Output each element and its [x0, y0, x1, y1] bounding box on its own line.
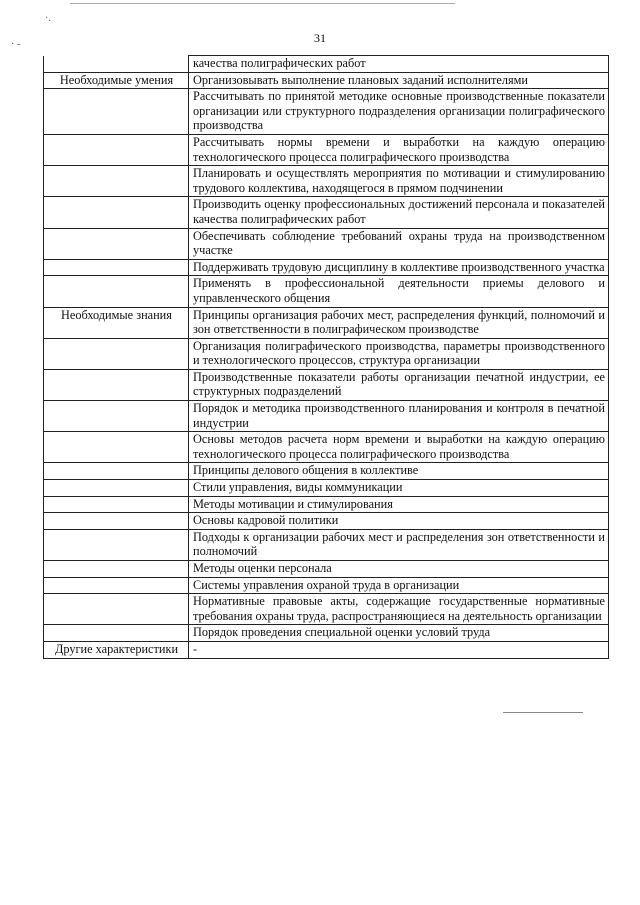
item-cell: Системы управления охраной труда в организации [189, 577, 609, 594]
item-cell: Порядок и методика производственного планирования и контроля в печатной индустрии [189, 401, 609, 432]
table-row [44, 480, 609, 497]
margin-mark [503, 712, 583, 713]
item-cell: Рассчитывать по принятой методике основные производственные показатели организации или структурного подразделения организации полиграфического производства [189, 89, 609, 135]
category-cell [44, 577, 189, 594]
item-cell: Поддерживать трудовую дисциплину в коллективе производственного участка [189, 259, 609, 276]
table-row [44, 513, 609, 530]
table-row [44, 197, 609, 228]
item-cell: Методы оценки персонала [189, 561, 609, 578]
category-cell [44, 338, 189, 369]
table-row [44, 561, 609, 578]
qualification-table [43, 55, 609, 659]
table-row [44, 594, 609, 625]
item-cell: Стили управления, виды коммуникации [189, 480, 609, 497]
item-cell: Принципы делового общения в коллективе [189, 463, 609, 480]
category-cell [44, 463, 189, 480]
item-cell: Производить оценку профессиональных достижений персонала и показателей качества полиграфических работ [189, 197, 609, 228]
table-row [44, 228, 609, 259]
item-cell: Организовывать выполнение плановых заданий исполнителями [189, 72, 609, 89]
item-cell: Организация полиграфического производства, параметры производственного и технологического процессов, структура организации [189, 338, 609, 369]
table-row [44, 89, 609, 135]
table-row [44, 56, 609, 73]
category-cell: Другие характеристики [44, 641, 189, 658]
table-row [44, 529, 609, 560]
table-row [44, 307, 609, 338]
item-cell: Основы кадровой политики [189, 513, 609, 530]
category-cell [44, 134, 189, 165]
scan-speck: ·. [45, 13, 51, 24]
category-cell [44, 228, 189, 259]
item-cell: Планировать и осуществлять мероприятия по мотивации и стимулированию трудового коллектива, находящегося в прямом подчинении [189, 166, 609, 197]
table-row [44, 259, 609, 276]
category-cell [44, 561, 189, 578]
table-row [44, 432, 609, 463]
item-cell: Рассчитывать нормы времени и выработки на каждую операцию технологического процесса полиграфического производства [189, 134, 609, 165]
item-cell: Обеспечивать соблюдение требований охраны труда на производственном участке [189, 228, 609, 259]
category-cell [44, 625, 189, 642]
item-cell: - [189, 641, 609, 658]
category-cell [44, 89, 189, 135]
category-cell [44, 594, 189, 625]
item-cell: Нормативные правовые акты, содержащие государственные нормативные требования охраны труда, распространяющиеся на деятельность организации [189, 594, 609, 625]
item-cell: Подходы к организации рабочих мест и распределения зон ответственности и полномочий [189, 529, 609, 560]
category-cell [44, 432, 189, 463]
category-cell [44, 197, 189, 228]
table-row [44, 166, 609, 197]
table-row [44, 641, 609, 658]
item-cell: Основы методов расчета норм времени и выработки на каждую операцию технологического процесса полиграфического производства [189, 432, 609, 463]
page-number: 31 [314, 31, 326, 45]
table-row [44, 72, 609, 89]
item-cell: Принципы организация рабочих мест, распределения функций, полномочий и зон ответственности в полиграфическом производстве [189, 307, 609, 338]
category-cell: Необходимые умения [44, 72, 189, 89]
item-cell: качества полиграфических работ [189, 56, 609, 73]
category-cell [44, 480, 189, 497]
item-cell: Порядок проведения специальной оценки условий труда [189, 625, 609, 642]
category-cell [44, 166, 189, 197]
top-rule [70, 3, 455, 4]
table-row [44, 338, 609, 369]
table-row [44, 463, 609, 480]
category-cell: Необходимые знания [44, 307, 189, 338]
item-cell: Применять в профессиональной деятельности приемы делового и управленческого общения [189, 276, 609, 307]
category-cell [44, 369, 189, 400]
table-row [44, 577, 609, 594]
table-row [44, 134, 609, 165]
category-cell [44, 276, 189, 307]
table-row [44, 401, 609, 432]
item-cell: Производственные показатели работы организации печатной индустрии, ее структурных подразделений [189, 369, 609, 400]
category-cell [44, 259, 189, 276]
item-cell: Методы мотивации и стимулирования [189, 496, 609, 513]
category-cell [44, 401, 189, 432]
category-cell [44, 513, 189, 530]
category-cell [44, 496, 189, 513]
table-row [44, 625, 609, 642]
category-cell [44, 529, 189, 560]
scan-speck: · - [11, 39, 21, 50]
table-row [44, 276, 609, 307]
table-row [44, 496, 609, 513]
category-cell [44, 56, 189, 73]
table-row [44, 369, 609, 400]
